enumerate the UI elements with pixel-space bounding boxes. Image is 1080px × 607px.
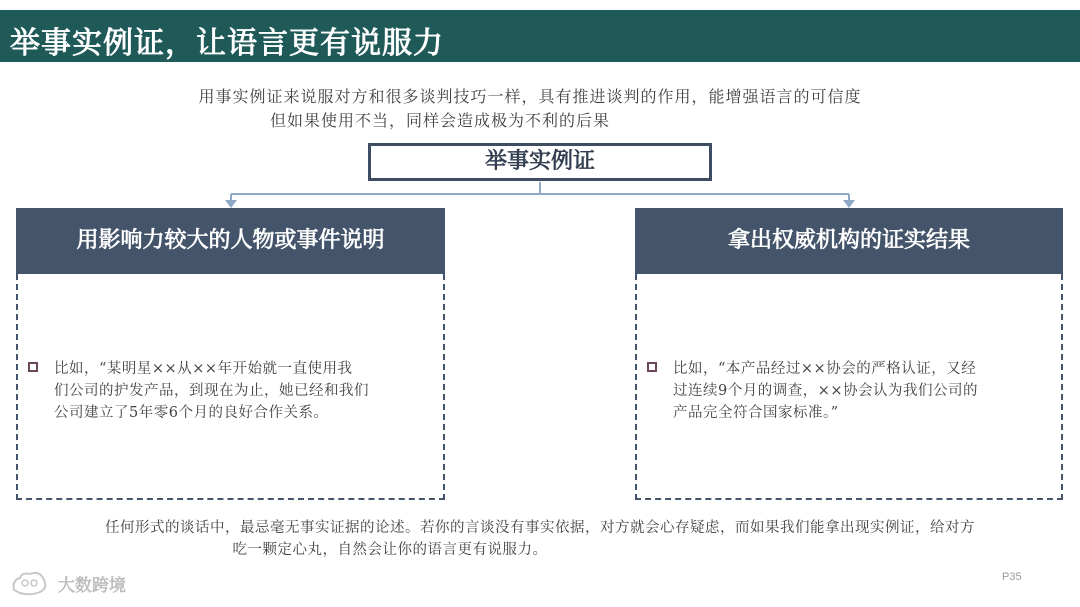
left-bullet-line: 们公司的护发产品，到现在为止，她已经和我们 bbox=[54, 383, 369, 399]
square-bullet-icon bbox=[647, 362, 657, 372]
left-panel-body bbox=[16, 274, 445, 500]
right-panel-body bbox=[635, 274, 1063, 500]
left-bullet-line: 比如，“某明星××从××年开始就一直使用我 bbox=[54, 361, 353, 377]
left-bullet-line: 公司建立了5年零6个月的良好合作关系。 bbox=[54, 405, 329, 421]
summary-line-1: 任何形式的谈话中，最忌毫无事实证据的论述。若你的言谈没有事实依据，对方就会心存疑虑，而如果我们能拿出现实例证，给对方 bbox=[105, 520, 975, 536]
summary-line-2: 吃一颗定心丸，自然会让你的语言更有说服力。 bbox=[232, 542, 548, 558]
right-bullet-line: 过连续9个月的调查，××协会认为我们公司的 bbox=[673, 383, 979, 399]
left-panel-header: 用影响力较大的人物或事件说明 bbox=[16, 208, 445, 274]
intro-line-1: 用事实例证来说服对方和很多谈判技巧一样，具有推进谈判的作用，能增强语言的可信度 bbox=[198, 87, 862, 106]
brand-logo-icon bbox=[10, 570, 48, 596]
page-number: P35 bbox=[1002, 571, 1022, 583]
page-title: 举事实例证，让语言更有说服力 bbox=[10, 26, 444, 61]
right-bullet-line: 比如，“本产品经过××协会的严格认证，又经 bbox=[673, 361, 977, 377]
right-panel-header: 拿出权威机构的证实结果 bbox=[635, 208, 1063, 274]
square-bullet-icon bbox=[28, 362, 38, 372]
right-bullet-line: 产品完全符合国家标准。” bbox=[673, 405, 839, 421]
right-bullet-text bbox=[673, 358, 1051, 424]
left-bullet-text bbox=[54, 358, 433, 424]
center-topic-box: 举事实例证 bbox=[368, 143, 712, 181]
watermark bbox=[10, 570, 126, 600]
intro-line-2: 但如果使用不当，同样会造成极为不利的后果 bbox=[269, 111, 610, 130]
watermark-text: 大数跨境 bbox=[57, 575, 126, 596]
